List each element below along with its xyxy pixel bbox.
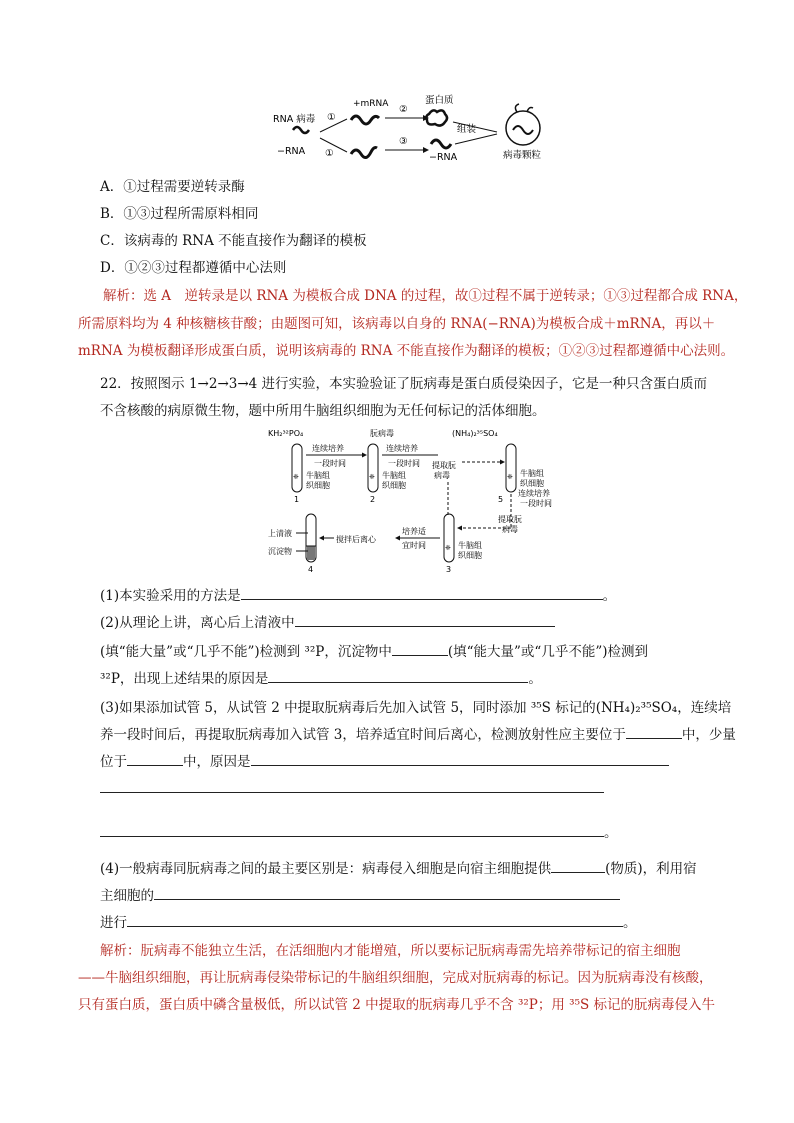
stir-label: 搅拌后离心: [336, 535, 376, 544]
q22-part4a-text-b: (物质)，利用宿: [605, 861, 697, 877]
q22-part1-end: 。: [602, 588, 617, 604]
q22-part1: [100, 584, 616, 604]
neg-rna-right-label: −RNA: [429, 152, 458, 163]
supernatant-label: 上清液: [268, 529, 292, 538]
extract-b1: 提取朊: [498, 515, 522, 524]
q22-part2b: [100, 640, 648, 660]
tube3-label2: 织细胞: [458, 551, 482, 560]
q22-part4a-text-a: (4)一般病毒同朊病毒之间的最主要区别是：病毒侵入细胞是向宿主细胞提供: [100, 861, 552, 877]
q22-part3c-text-b: 中，原因是: [183, 754, 251, 770]
tube5-label2: 织细胞: [520, 479, 544, 488]
step1-top: ①: [327, 112, 336, 123]
reagent3: (NH₄)₂³⁵SO₄: [452, 429, 498, 438]
culture-a1: 连续培养: [312, 444, 344, 453]
q22-part4a: [100, 857, 697, 877]
blank-reason-3c[interactable]: [100, 822, 604, 837]
tube1-label2: 织细胞: [306, 481, 330, 490]
culture-a2: 一段时间: [314, 459, 346, 468]
rna-virus-label: RNA 病毒: [273, 114, 316, 125]
tube-2-number: 2: [370, 495, 376, 504]
tube-3: [444, 514, 454, 562]
prion-experiment-diagram: [262, 424, 552, 574]
tube2-label2: 织细胞: [382, 481, 406, 490]
q22-part2b-text-b: (填“能大量”或“几乎不能”)检测到: [447, 644, 648, 660]
blank-supernatant[interactable]: [295, 612, 555, 627]
q21-analysis-line1: 解析：选 A 逆转录是以 RNA 为模板合成 DNA 的过程，故①过程不属于逆转录；①③过程都合成 RNA，: [103, 288, 748, 304]
blank-host-material[interactable]: [154, 885, 620, 900]
culture-b1: 连续培养: [386, 444, 418, 453]
q22-part4b-text: 主细胞的: [100, 888, 154, 904]
dashed-arrow-to-5-head: [500, 460, 505, 465]
extract-a2: 病毒: [434, 471, 450, 480]
blank-reason-3b[interactable]: [100, 778, 604, 793]
tube-4-number: 4: [308, 565, 314, 574]
step2-label: ②: [399, 104, 408, 115]
tube5-label4: 一段时间: [520, 499, 552, 508]
q22-analysis-line1: 解析：朊病毒不能独立生活，在活细胞内才能增殖，所以要标记朊病毒需先培养带标记的宿主细胞: [100, 943, 681, 959]
step1-bottom: ①: [325, 148, 334, 159]
dashed-arrow-5-3-head: [457, 526, 462, 531]
tube3-cells: ❈: [445, 544, 451, 552]
q22-part3c-text-a: 位于: [100, 754, 127, 770]
assemble-label: 组装: [457, 124, 477, 135]
q22-part2c: [100, 667, 542, 687]
q22-part4-end: 。: [623, 915, 637, 931]
q22-stem-line1: 22．按照图示 1→2→3→4 进行实验，本实验验证了朊病毒是蛋白质侵染因子，它是一种只含蛋白质而: [100, 376, 708, 392]
option-a: A．①过程需要逆转录酶: [100, 179, 245, 195]
tube-1-number: 1: [294, 495, 300, 504]
arrow-assemble-2: [455, 134, 497, 144]
q22-part4c: [100, 911, 637, 931]
tube-5-number: 5: [498, 495, 504, 504]
step3-label: ③: [399, 136, 408, 147]
q22-part3a-text: (3)如果添加试管 5，从试管 2 中提取朊病毒后先加入试管 5，同时添加 ³⁵S 标记的(NH₄)₂³⁵SO₄，连续培: [100, 700, 732, 716]
q21-analysis-line3: mRNA 为模板翻译形成蛋白质，说明该病毒的 RNA 不能直接作为翻译的模板；①②③过程都遵循中心法则。: [78, 343, 735, 359]
virus-particle-rna: [513, 126, 533, 134]
extract-a1: 提取朊: [432, 461, 456, 470]
tube4-precipitate: [307, 546, 315, 560]
tube5-cells: ❈: [507, 473, 513, 481]
blank-precipitate[interactable]: [392, 641, 448, 656]
tube-2: [368, 444, 378, 492]
q22-part3-last: [100, 821, 618, 841]
q22-stem-line2: 不含核酸的病原微生物，题中所用牛脑组织细胞为无任何标记的活体细胞。: [100, 403, 546, 419]
blank-reason-3a[interactable]: [251, 751, 669, 766]
protein-label: 蛋白质: [425, 95, 454, 106]
rna-strand-left: [293, 127, 309, 133]
tube1-cells: ❈: [293, 473, 299, 481]
tube2-label1: 牛脑组: [382, 471, 406, 480]
tube-1: [292, 444, 302, 492]
rna-virus-diagram: [265, 92, 555, 164]
q22-analysis-line2: ——牛脑组织细胞，再让朊病毒侵染带标记的牛脑组织细胞，完成对朊病毒的标记。因为朊病毒没有核酸，: [78, 970, 713, 986]
blank-method[interactable]: [241, 585, 603, 600]
pos-mrna-label: +mRNA: [353, 99, 389, 109]
blank-process[interactable]: [127, 912, 623, 927]
arrow-stir-head: [319, 536, 324, 541]
blank-main-location[interactable]: [626, 724, 682, 739]
tube-3-number: 3: [446, 565, 452, 574]
q22-part3b-text-b: 中，少量: [681, 727, 736, 743]
neg-rna-strand-right: [431, 140, 451, 148]
tube3-label1: 牛脑组: [458, 541, 482, 550]
suitable2: 宜时间: [402, 541, 426, 550]
virus-particle-label: 病毒颗粒: [503, 150, 542, 161]
q22-part3b-text-a: 养一段时间后，再提取朊病毒加入试管 3，培养适宜时间后离心，检测放射性应主要位于: [100, 727, 626, 743]
q22-part3-end: 。: [604, 825, 618, 841]
virus-particle: [506, 111, 540, 145]
reagent2: 朊病毒: [370, 429, 394, 438]
q21-analysis-line2: 所需原料均为 4 种核糖核苷酸；由题图可知，该病毒以自身的 RNA(−RNA)为模板合成＋mRNA，再以＋: [78, 316, 716, 332]
q22-analysis-line3: 只有蛋白质，蛋白质中磷含量极低，所以试管 2 中提取的朊病毒几乎不含 ³²P；用 ³⁵S 标记的朊病毒侵入牛: [78, 997, 716, 1013]
q22-part4c-text: 进行: [100, 915, 127, 931]
mrna-strand: [351, 116, 379, 124]
tube5-label3: 连续培养: [518, 489, 550, 498]
option-d: D．①②③过程都遵循中心法则: [100, 260, 287, 276]
arrow-1-2-head: [362, 453, 367, 458]
protein-shape: [426, 110, 447, 125]
blank-minor-location[interactable]: [127, 751, 183, 766]
q22-part3b: [100, 723, 736, 743]
arrow-3-4-head: [395, 536, 400, 541]
suitable1: 培养适: [402, 527, 426, 536]
culture-b2: 一段时间: [388, 459, 420, 468]
option-b: B．①③过程所需原料相同: [100, 206, 259, 222]
q22-part2b-text-a: (填“能大量”或“几乎不能”)检测到 ³²P，沉淀物中: [100, 644, 392, 660]
blank-substance[interactable]: [551, 858, 605, 873]
neg-rna-left-label: −RNA: [277, 146, 306, 157]
q22-part2: [100, 611, 555, 631]
q22-part1-text: (1)本实验采用的方法是: [100, 588, 241, 604]
tube2-cells: ❈: [369, 473, 375, 481]
blank-reason[interactable]: [268, 668, 528, 683]
reagent1: KH₂³²PO₄: [268, 429, 304, 438]
q22-part2c-text: ³²P，出现上述结果的原因是: [100, 671, 269, 687]
option-c: C．该病毒的 RNA 不能直接作为翻译的模板: [100, 233, 367, 249]
tube5-label1: 牛脑组: [520, 469, 544, 478]
tube1-label1: 牛脑组: [306, 471, 330, 480]
precipitate-label: 沉淀物: [268, 547, 292, 556]
q22-part3c: [100, 750, 669, 770]
neg-rna-strand: [351, 148, 377, 158]
q22-part2c-end: 。: [528, 671, 542, 687]
extract-b2: 病毒: [502, 525, 518, 534]
tube-5: [506, 444, 516, 492]
q22-part3a: [100, 696, 731, 716]
q22-part2-text: (2)从理论上讲，离心后上清液中: [100, 615, 295, 631]
q22-part4b: [100, 884, 620, 904]
